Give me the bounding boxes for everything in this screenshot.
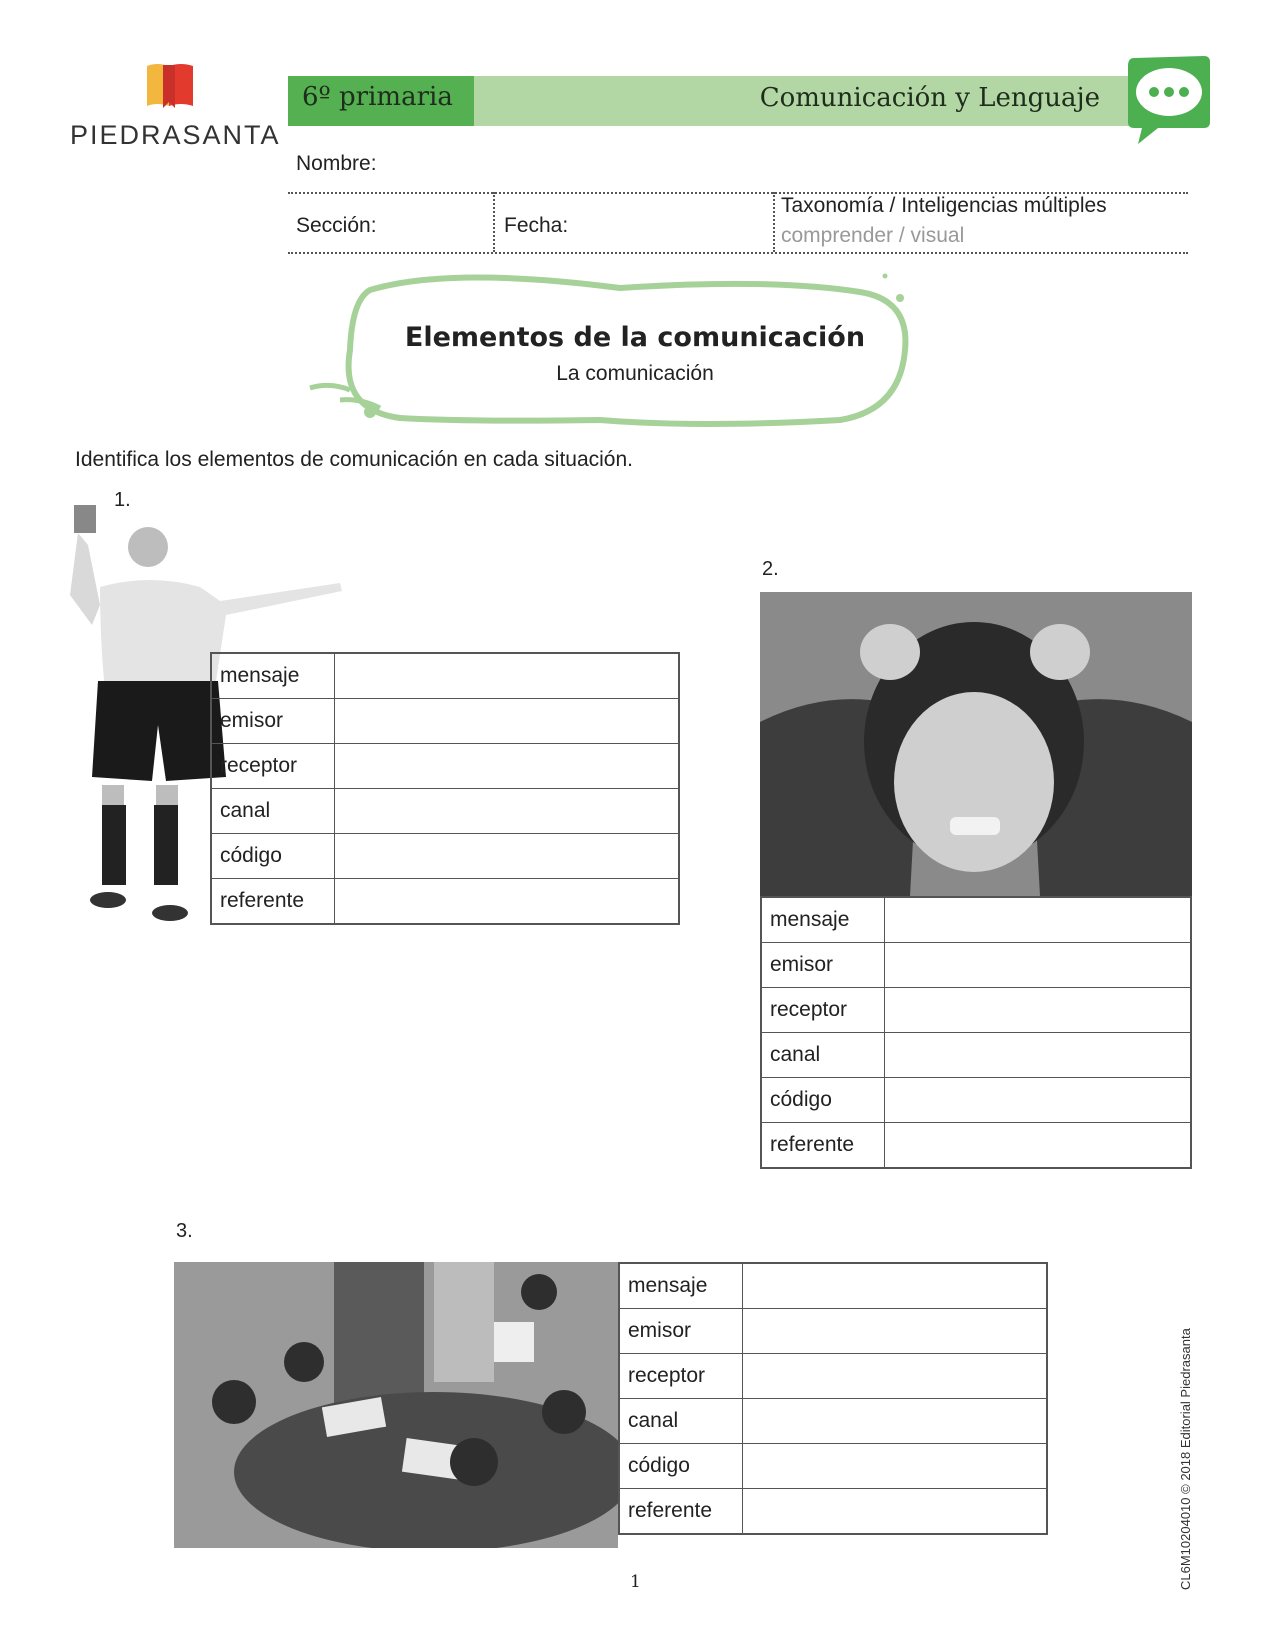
- divider: [288, 252, 1188, 254]
- table-row: [211, 789, 679, 834]
- answer-cell[interactable]: [335, 834, 680, 879]
- row-label: mensaje: [761, 897, 885, 943]
- worksheet-subtitle: La comunicación: [556, 362, 714, 385]
- table-row: [619, 1489, 1047, 1535]
- answer-cell[interactable]: [885, 897, 1192, 943]
- elements-table-3: [618, 1262, 1048, 1535]
- table-row: [761, 897, 1191, 943]
- chat-bubble-icon: [1124, 52, 1214, 148]
- row-label: receptor: [761, 988, 885, 1033]
- grade-box: [288, 76, 474, 126]
- answer-cell[interactable]: [743, 1309, 1048, 1354]
- row-label: receptor: [619, 1354, 743, 1399]
- row-label: código: [761, 1078, 885, 1123]
- grade-label: 6º primaria: [302, 82, 453, 112]
- table-row: [211, 744, 679, 789]
- elements-table-2: [760, 896, 1192, 1169]
- answer-cell[interactable]: [335, 879, 680, 925]
- seccion-label: Sección:: [296, 214, 377, 237]
- row-label: canal: [619, 1399, 743, 1444]
- answer-cell[interactable]: [885, 1033, 1192, 1078]
- answer-cell[interactable]: [885, 1123, 1192, 1169]
- table-row: [619, 1444, 1047, 1489]
- table-row: [761, 1123, 1191, 1169]
- row-label: referente: [211, 879, 335, 925]
- row-label: emisor: [619, 1309, 743, 1354]
- elements-table-1: [210, 652, 680, 925]
- table-row: [619, 1309, 1047, 1354]
- table-row: [619, 1263, 1047, 1309]
- page-number: 1: [630, 1572, 641, 1592]
- row-label: referente: [761, 1123, 885, 1169]
- title-speech-blob: [300, 270, 940, 440]
- table-row: [761, 1078, 1191, 1123]
- taxonomia-value: comprender / visual: [781, 224, 965, 247]
- instruction-text: Identifica los elementos de comunicación en cada situación.: [75, 448, 633, 471]
- answer-cell[interactable]: [885, 943, 1192, 988]
- exercise-number: 1.: [114, 489, 131, 511]
- answer-cell[interactable]: [335, 744, 680, 789]
- row-label: canal: [761, 1033, 885, 1078]
- exercise-number: 3.: [176, 1220, 193, 1242]
- fecha-label: Fecha:: [504, 214, 569, 237]
- row-label: canal: [211, 789, 335, 834]
- row-label: mensaje: [619, 1263, 743, 1309]
- table-row: [211, 879, 679, 925]
- subject-label: Comunicación y Lenguaje: [759, 83, 1100, 113]
- answer-cell[interactable]: [885, 988, 1192, 1033]
- table-row: [761, 988, 1191, 1033]
- exercise-number: 2.: [762, 558, 779, 580]
- answer-cell[interactable]: [335, 653, 680, 699]
- taxonomia-label: Taxonomía / Inteligencias múltiples: [781, 194, 1107, 217]
- subject-band: [474, 76, 1134, 126]
- row-label: emisor: [211, 699, 335, 744]
- publisher-logo: [70, 62, 281, 152]
- answer-cell[interactable]: [743, 1444, 1048, 1489]
- table-row: [619, 1399, 1047, 1444]
- worksheet-title: Elementos de la comunicación: [404, 322, 866, 353]
- row-label: mensaje: [211, 653, 335, 699]
- angry-girl-photo: [760, 592, 1192, 896]
- book-logo-icon: [145, 62, 195, 110]
- row-label: referente: [619, 1489, 743, 1535]
- divider: [773, 192, 775, 252]
- answer-cell[interactable]: [743, 1399, 1048, 1444]
- table-row: [211, 834, 679, 879]
- table-row: [211, 699, 679, 744]
- row-label: receptor: [211, 744, 335, 789]
- table-row: [619, 1354, 1047, 1399]
- table-row: [211, 653, 679, 699]
- answer-cell[interactable]: [335, 699, 680, 744]
- divider: [493, 192, 495, 252]
- row-label: código: [211, 834, 335, 879]
- answer-cell[interactable]: [743, 1263, 1048, 1309]
- answer-cell[interactable]: [885, 1078, 1192, 1123]
- answer-cell[interactable]: [335, 789, 680, 834]
- nombre-label: Nombre:: [296, 152, 377, 175]
- logo-wordmark: PIEDRASANTA: [70, 120, 281, 150]
- row-label: emisor: [761, 943, 885, 988]
- answer-cell[interactable]: [743, 1354, 1048, 1399]
- table-row: [761, 943, 1191, 988]
- row-label: código: [619, 1444, 743, 1489]
- table-row: [761, 1033, 1191, 1078]
- answer-cell[interactable]: [743, 1489, 1048, 1535]
- classroom-reading-photo: [174, 1262, 618, 1548]
- copyright-text: CL6M10204010 © 2018 Editorial Piedrasanta: [1178, 1328, 1193, 1590]
